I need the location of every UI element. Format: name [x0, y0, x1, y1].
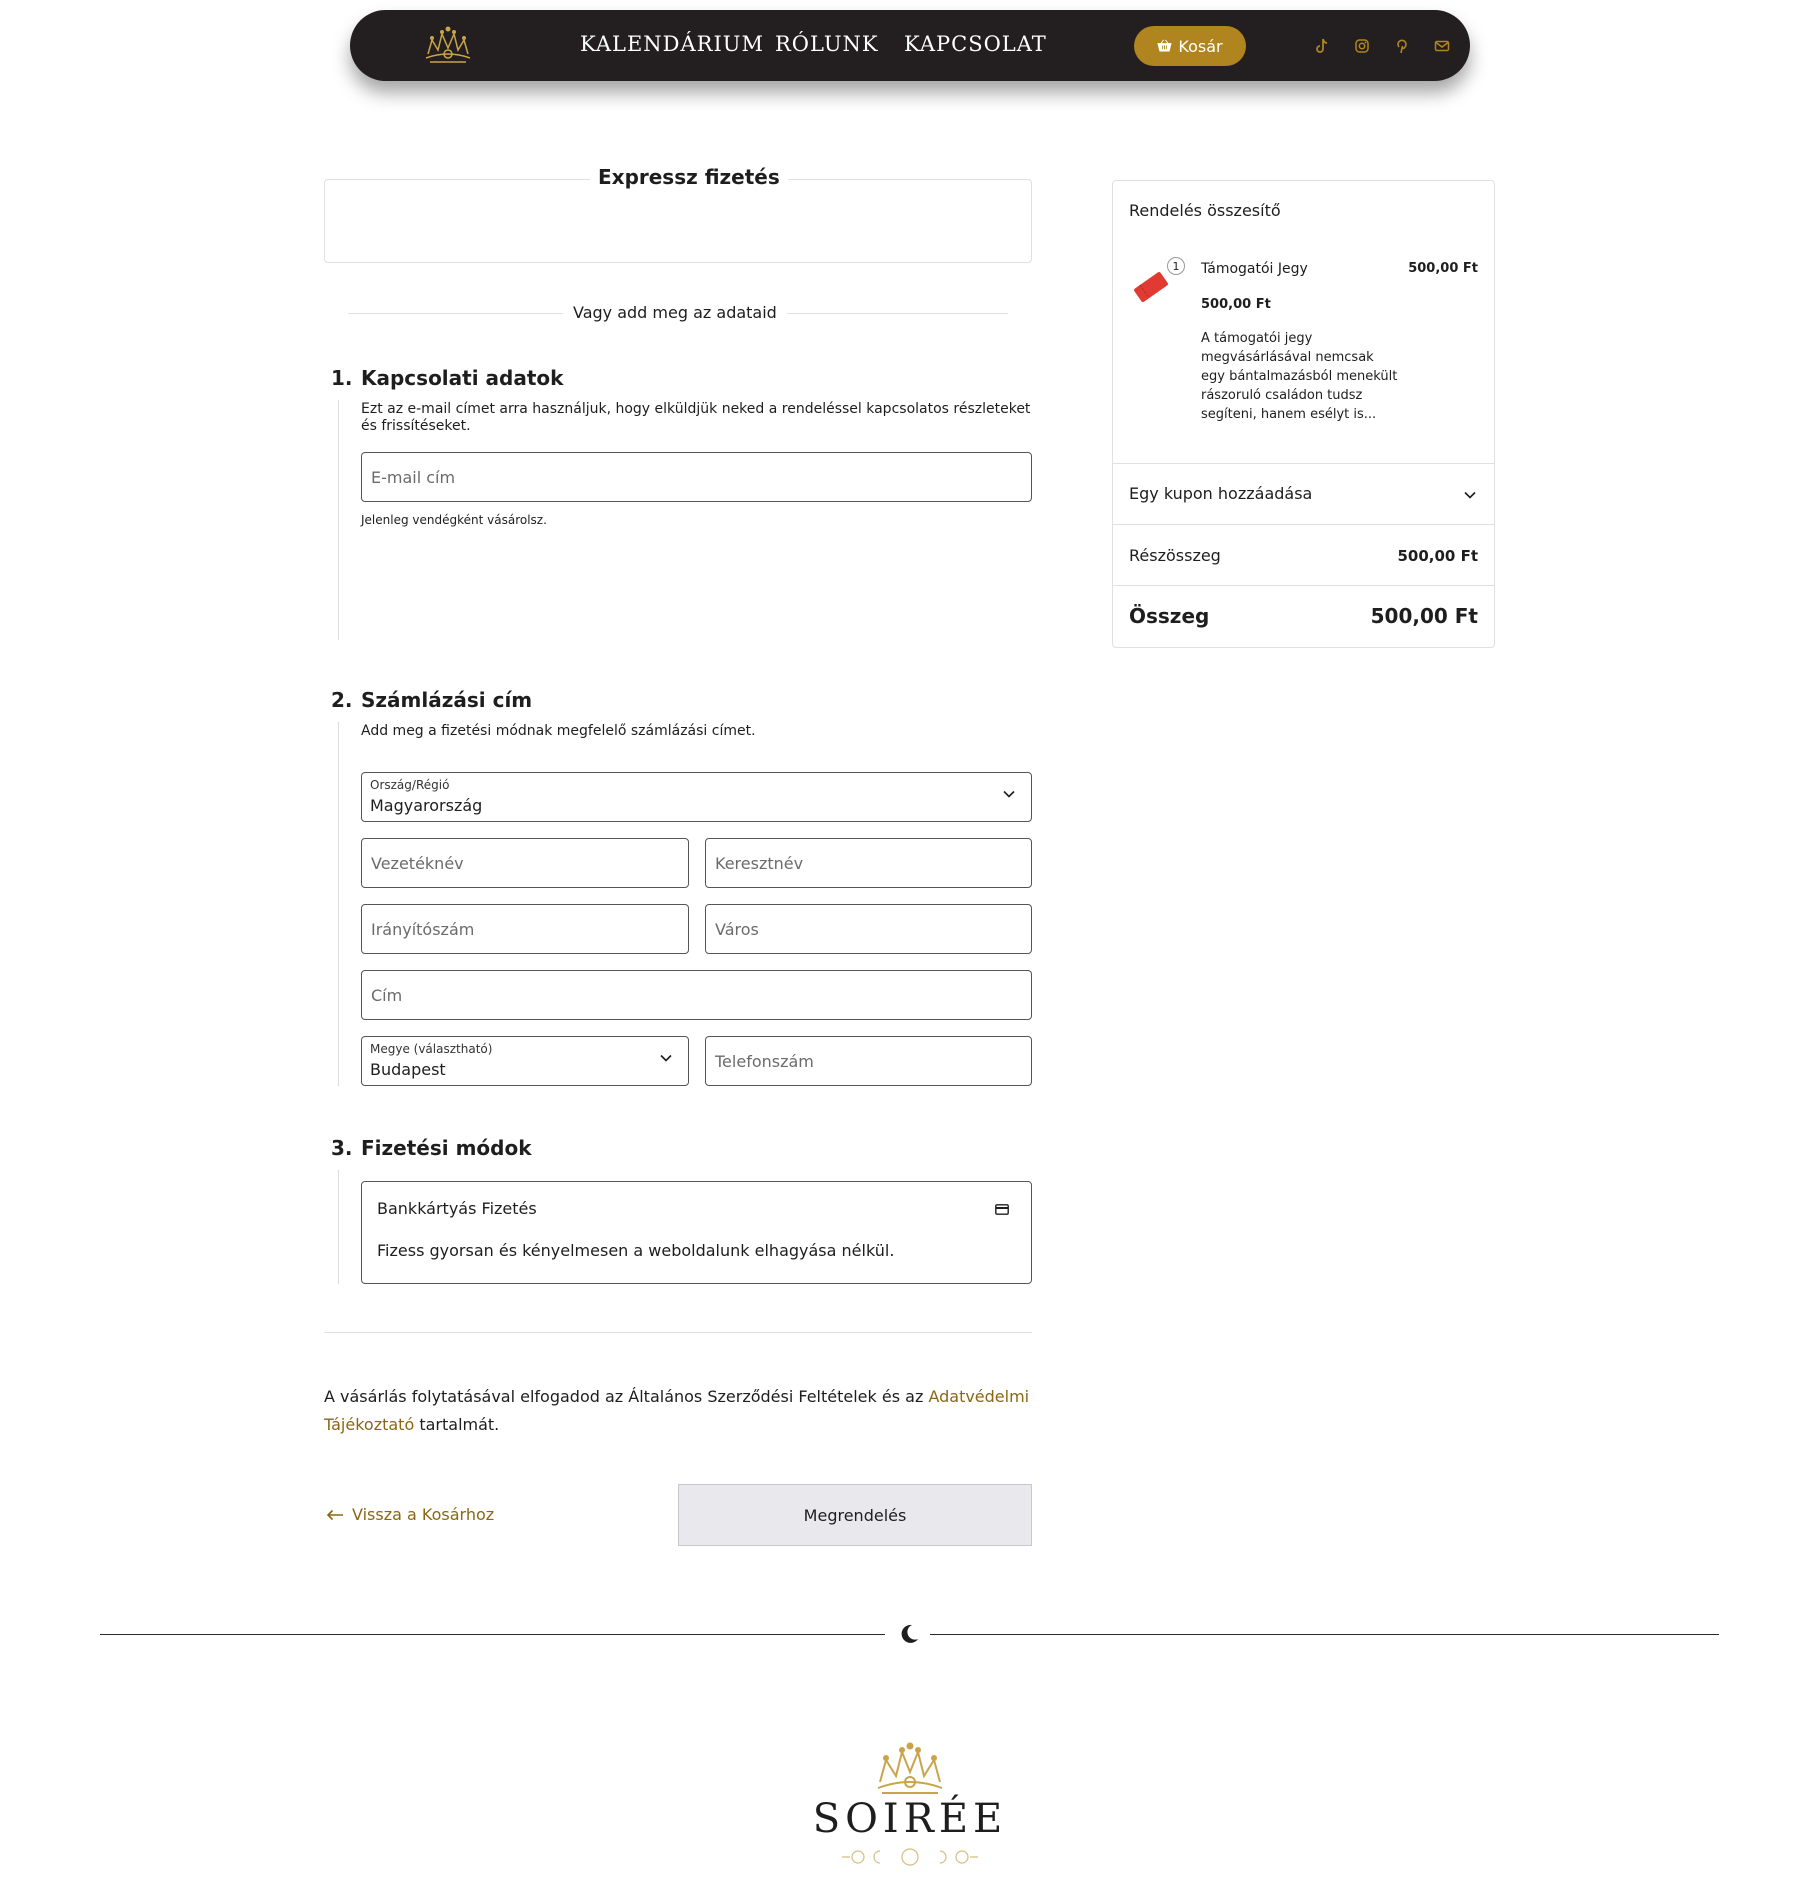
coupon-toggle[interactable]: [1113, 464, 1494, 524]
step-title-billing: Számlázási cím: [361, 688, 533, 712]
summary-divider: [1113, 585, 1494, 586]
subtotal-value: 500,00 Ft: [1397, 547, 1478, 565]
express-checkout-box: [324, 179, 1032, 263]
terms-text-before: A vásárlás folytatásával elfogadod az Általános Szerződési Feltételek és az: [324, 1387, 929, 1406]
instagram-icon[interactable]: [1353, 37, 1371, 55]
moon-phases-icon: [840, 1847, 980, 1867]
place-order-label: Megrendelés: [803, 1505, 907, 1525]
payment-method-card[interactable]: [361, 1181, 1032, 1284]
back-to-cart-link[interactable]: [326, 1505, 494, 1524]
total-value: 500,00 Ft: [1370, 604, 1478, 628]
terms-text: [324, 1383, 1036, 1439]
coupon-label: Egy kupon hozzáadása: [1129, 484, 1313, 503]
basket-icon: [1157, 37, 1172, 56]
city-placeholder: Város: [715, 920, 759, 939]
step-number-payment: 3.: [331, 1136, 353, 1160]
nav-link-rolunk[interactable]: RÓLUNK: [775, 32, 879, 56]
nav-link-kalendarium[interactable]: KALENDÁRIUM: [580, 32, 764, 56]
item-unit-price: 500,00 Ft: [1201, 297, 1271, 312]
step-title-payment: Fizetési módok: [361, 1136, 532, 1160]
chevron-down-icon: [1464, 491, 1476, 499]
last-name-field[interactable]: [361, 838, 689, 888]
summary-divider: [1113, 524, 1494, 525]
total-label: Összeg: [1129, 604, 1210, 628]
county-select[interactable]: [361, 1036, 689, 1086]
first-name-placeholder: Keresztnév: [715, 854, 804, 873]
mail-icon[interactable]: [1433, 37, 1451, 55]
address-field[interactable]: [361, 970, 1032, 1020]
county-value: Budapest: [370, 1060, 446, 1079]
last-name-placeholder: Vezetéknév: [371, 854, 464, 873]
step-title-contact: Kapcsolati adatok: [361, 366, 564, 390]
address-placeholder: Cím: [371, 986, 403, 1005]
chevron-down-icon: [1003, 790, 1015, 798]
county-label: Megye (választható): [370, 1042, 493, 1056]
step-number-contact: 1.: [331, 366, 353, 390]
item-name: Támogatói Jegy: [1201, 261, 1308, 277]
ticket-thumbnail: [1129, 263, 1173, 307]
step-line-billing: [338, 722, 339, 1086]
or-text: Vagy add meg az adataid: [563, 303, 787, 322]
payment-method-title: Bankkártyás Fizetés: [377, 1199, 537, 1218]
chevron-down-icon: [660, 1054, 672, 1062]
postcode-field[interactable]: [361, 904, 689, 954]
step-line-payment: [338, 1170, 339, 1284]
footer-divider-right: [930, 1634, 1719, 1635]
privacy-policy-link[interactable]: Adatvédelmi Tájékoztató: [324, 1387, 1030, 1434]
country-value: Magyarország: [370, 796, 483, 815]
quantity-badge: 1: [1167, 257, 1185, 275]
tiktok-icon[interactable]: [1313, 37, 1331, 55]
order-summary: [1112, 180, 1495, 648]
footer-brand: SOIRÉE: [812, 1796, 1008, 1842]
terms-text-after: tartalmát.: [414, 1415, 500, 1434]
guest-note: Jelenleg vendégként vásárolsz.: [361, 513, 547, 527]
credit-card-icon: [995, 1204, 1009, 1215]
contact-description: Ezt az e-mail címet arra használjuk, hogy elküldjük neked a rendeléssel kapcsolatos részleteket és frissítéseket.: [361, 401, 1031, 434]
crown-logo-icon[interactable]: [420, 24, 476, 66]
email-field[interactable]: [361, 452, 1032, 502]
item-total: 500,00 Ft: [1408, 261, 1478, 276]
place-order-button[interactable]: [678, 1484, 1032, 1546]
step-line-contact: [338, 400, 339, 640]
footer-divider-left: [100, 1634, 885, 1635]
phone-placeholder: Telefonszám: [715, 1052, 814, 1071]
arrow-left-icon: [326, 1509, 344, 1521]
first-name-field[interactable]: [705, 838, 1032, 888]
cart-button[interactable]: [1134, 26, 1246, 66]
step-number-billing: 2.: [331, 688, 353, 712]
billing-description: Add meg a fizetési módnak megfelelő számlázási címet.: [361, 723, 756, 739]
payment-method-description: Fizess gyorsan és kényelmesen a weboldalunk elhagyása nélkül.: [377, 1241, 895, 1260]
ticket-icon: [1129, 263, 1173, 307]
phone-field[interactable]: [705, 1036, 1032, 1086]
country-label: Ország/Régió: [370, 778, 450, 792]
email-placeholder: E-mail cím: [371, 468, 456, 487]
nav-link-kapcsolat[interactable]: KAPCSOLAT: [904, 32, 1047, 56]
moon-icon: [898, 1623, 920, 1645]
subtotal-label: Részösszeg: [1129, 546, 1221, 565]
order-summary-title: Rendelés összesítő: [1129, 201, 1281, 220]
pinterest-icon[interactable]: [1393, 37, 1411, 55]
city-field[interactable]: [705, 904, 1032, 954]
country-select[interactable]: [361, 772, 1032, 822]
cart-label: Kosár: [1178, 36, 1223, 56]
postcode-placeholder: Irányítószám: [371, 920, 475, 939]
item-description: A támogatói jegy megvásárlásával nemcsak egy bántalmazásból menekült rászoruló családon tudsz segíteni, hanem esélyt is...: [1201, 331, 1398, 422]
back-to-cart-label: Vissza a Kosárhoz: [352, 1505, 495, 1524]
footer-crown-icon: [870, 1740, 950, 1796]
express-checkout-title: Expressz fizetés: [590, 165, 788, 189]
section-divider: [324, 1332, 1032, 1333]
top-navigation: [350, 10, 1470, 81]
